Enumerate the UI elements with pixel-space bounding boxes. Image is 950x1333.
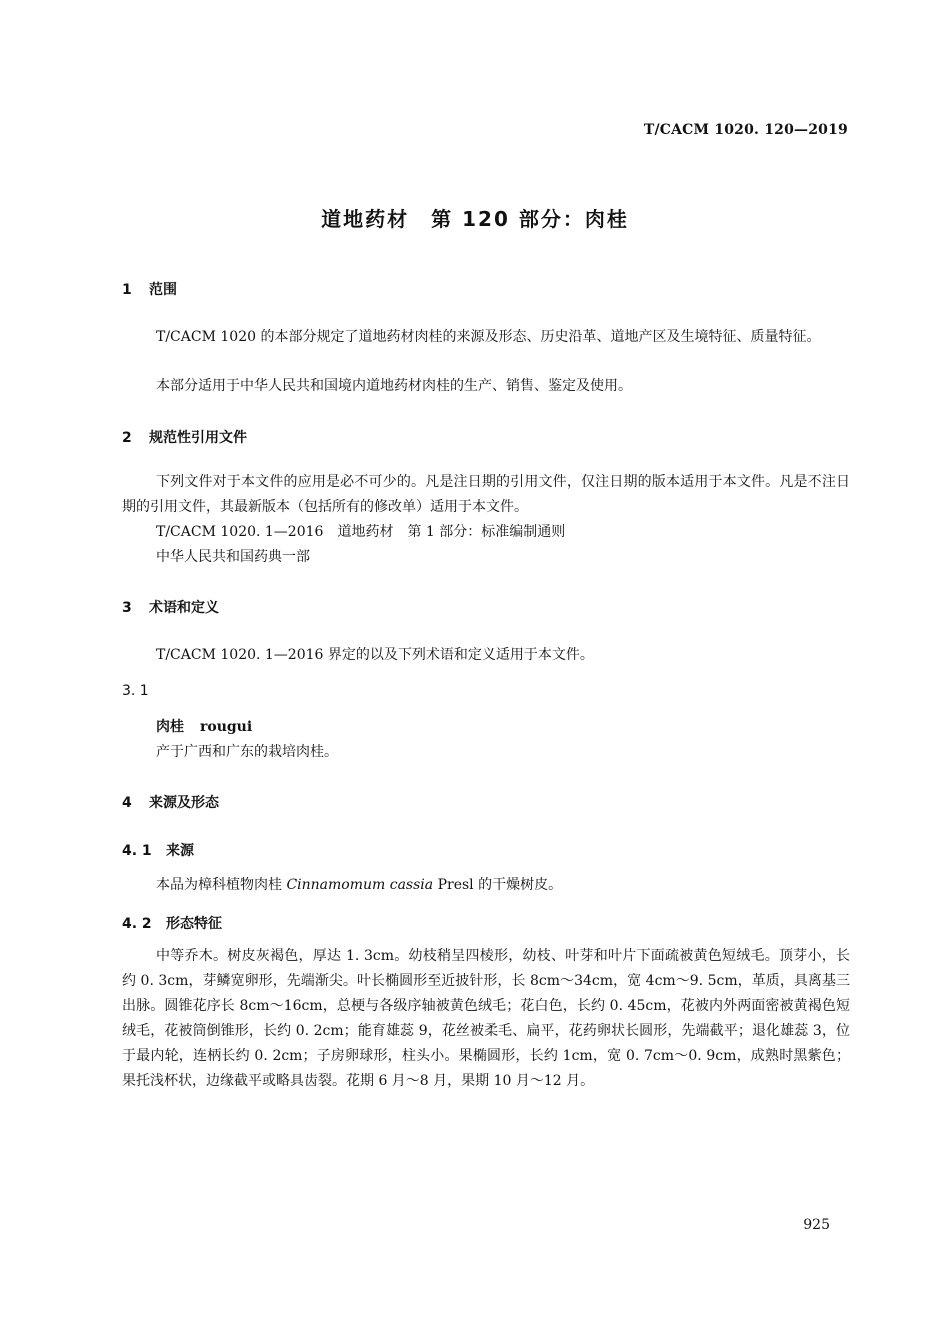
section-number: 2 — [122, 430, 132, 446]
clause-4-2-heading — [122, 913, 222, 933]
clause-number: 4. 2 — [122, 916, 152, 932]
source-text-after: Presl 的干燥树皮。 — [433, 877, 563, 893]
reference-item: 中华人民共和国药典一部 — [156, 549, 310, 565]
section-2-heading — [122, 427, 247, 447]
section-title: 来源及形态 — [149, 795, 219, 811]
term-entry — [156, 715, 252, 740]
terms-paragraph: T/CACM 1020. 1—2016 界定的以及下列术语和定义适用于本文件。 — [156, 647, 594, 663]
section-title: 规范性引用文件 — [149, 430, 247, 446]
clause-number: 3. 1 — [122, 683, 149, 699]
source-paragraph — [156, 873, 562, 898]
latin-species-name: Cinnamomum cassia — [286, 877, 434, 893]
clause-4-1-heading — [122, 840, 194, 860]
section-number: 1 — [122, 282, 132, 298]
section-number: 3 — [122, 600, 132, 616]
term-definition: 产于广西和广东的栽培肉桂。 — [156, 744, 338, 760]
page-number: 925 — [803, 1217, 830, 1233]
scope-paragraph: T/CACM 1020 的本部分规定了道地药材肉桂的来源及形态、历史沿革、道地产区及生境特征、质量特征。 — [156, 329, 821, 345]
term-english: rougui — [200, 719, 253, 735]
morphology-paragraph: 中等乔木。树皮灰褐色，厚达 1. 3cm。幼枝稍呈四棱形，幼枝、叶芽和叶片下面疏被黄色短绒毛。顶芽小，长约 0. 3cm，芽鳞宽卵形，先端渐尖。叶长椭圆形至近披针形，长 8cm～34cm，宽 4cm～9. 5cm，革质，具离基三出脉。圆锥花序长 8cm～16cm，总梗与各级序轴被黄色绒毛；花白色，长约 0. 45cm，花被内外两面密被黄褐色短绒毛，花被筒倒锥形，长约 0. 2cm；能育雄蕊 9，花丝被柔毛、扁平，花药卵状长圆形，先端截平；退化雄蕊 3，位于最内轮，连柄长约 0. 2cm；子房卵球形，柱头小。果椭圆形，长约 1cm，宽 0. 7cm～0. 9cm，成熟时黑紫色；果托浅杯状，边缘截平或略具齿裂。花期 6 月～8 月，果期 10 月～12 月。 — [122, 948, 850, 1089]
source-text-before: 本品为樟科植物肉桂 — [156, 877, 287, 893]
clause-3-1-heading — [122, 683, 149, 699]
document-title: 道地药材 第 120 部分：肉桂 — [321, 207, 629, 231]
clause-title: 来源 — [166, 843, 194, 859]
section-title: 术语和定义 — [149, 600, 219, 616]
section-3-heading — [122, 597, 219, 617]
normative-references-paragraph: 下列文件对于本文件的应用是必不可少的。凡是注日期的引用文件，仅注日期的版本适用于本文件。凡是不注日期的引用文件，其最新版本（包括所有的修改单）适用于本文件。 — [122, 474, 850, 515]
section-4-heading — [122, 792, 219, 812]
section-title: 范围 — [149, 282, 177, 298]
term-chinese: 肉桂 — [156, 719, 184, 735]
clause-title: 形态特征 — [166, 916, 222, 932]
scope-applicability-paragraph: 本部分适用于中华人民共和国境内道地药材肉桂的生产、销售、鉴定及使用。 — [156, 378, 632, 394]
section-1-heading — [122, 279, 177, 299]
standard-code: T/CACM 1020. 120—2019 — [643, 122, 848, 138]
reference-item: T/CACM 1020. 1—2016 道地药材 第 1 部分：标准编制通则 — [156, 524, 566, 540]
section-number: 4 — [122, 795, 132, 811]
clause-number: 4. 1 — [122, 843, 152, 859]
